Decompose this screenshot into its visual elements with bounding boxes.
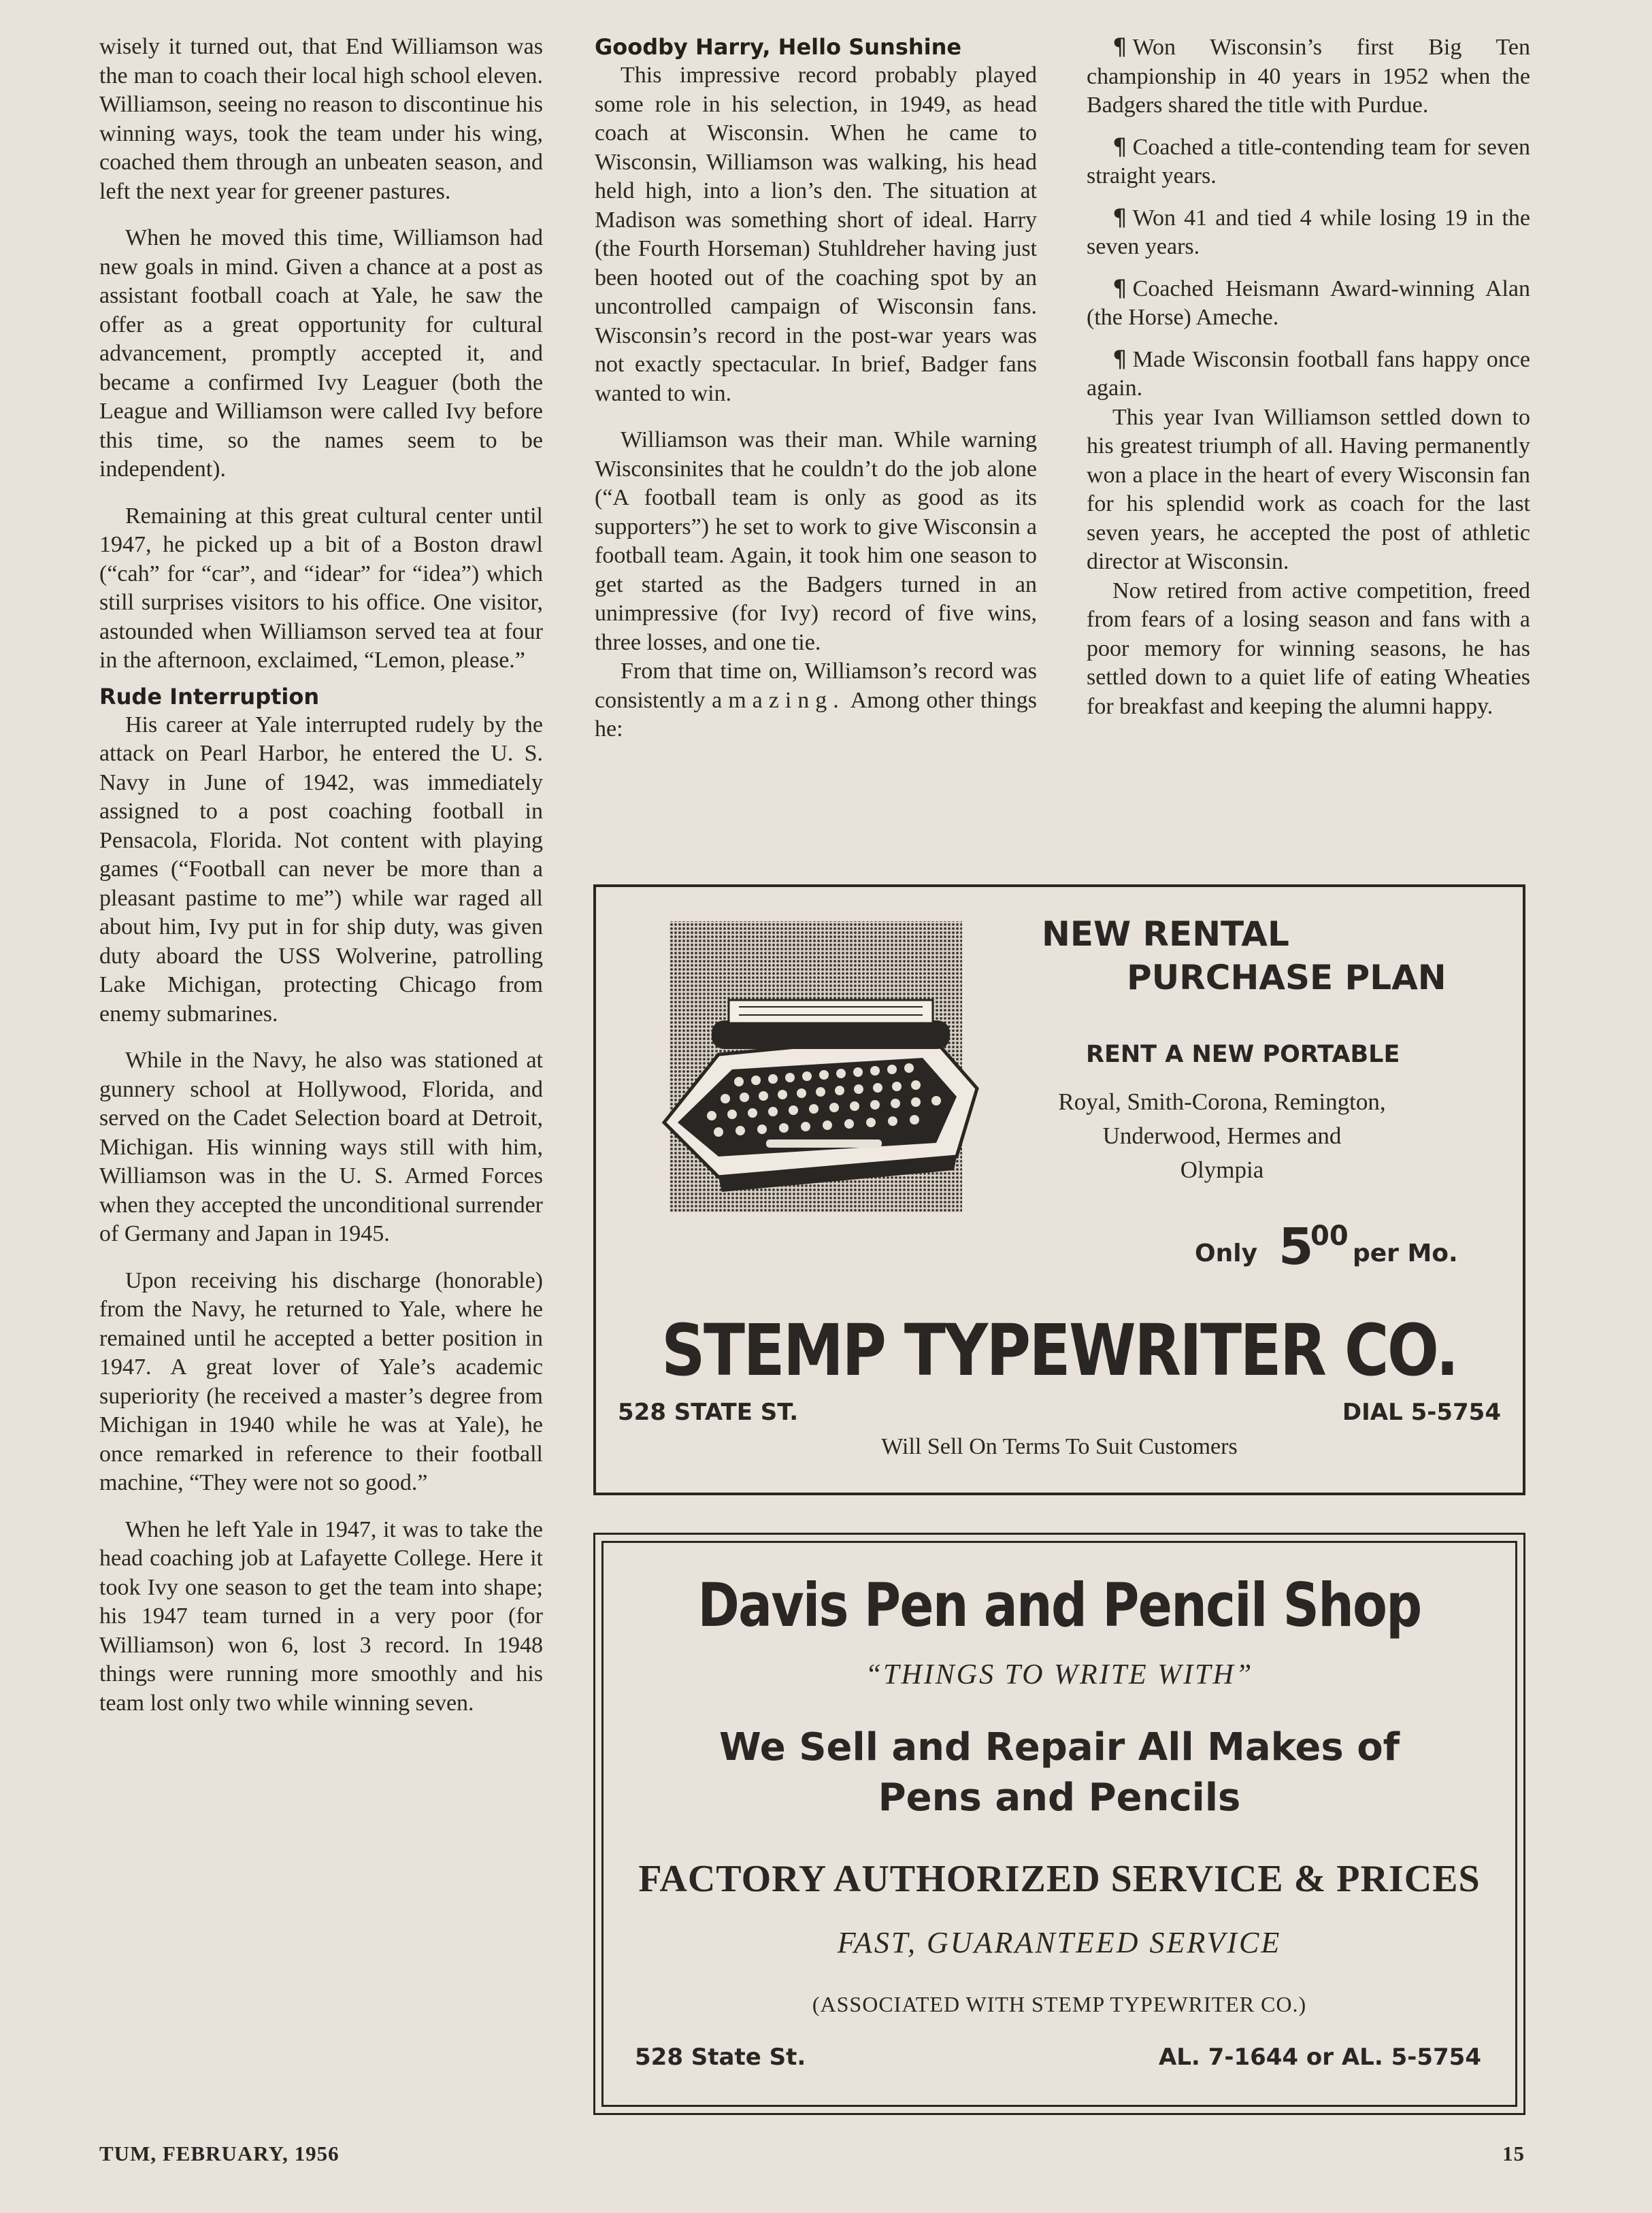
paragraph: When he moved this time, Williamson had new goals in mind. Given a chance at a post as assistant football coach at Yale, he saw the offer as a great opportunity for cultural advancement, promptly accepted it, and became a confirmed Ivy Leaguer (both the League and Williamson were called Ivy before this time, so the names seem to be independent). <box>99 225 543 482</box>
pilcrow-icon: ¶ <box>1112 274 1127 302</box>
headline-line-1: NEW RENTAL <box>1042 914 1289 954</box>
shop-phones: AL. 7-1644 or AL. 5-5754 <box>1158 2044 1481 2071</box>
paragraph <box>595 657 1037 744</box>
pilcrow-icon: ¶ <box>1112 345 1127 373</box>
association-line: (ASSOCIATED WITH STEMP TYPEWRITER CO.) <box>812 1992 1307 2016</box>
terms-line: Will Sell On Terms To Suit Customers <box>881 1434 1238 1459</box>
paragraph: When he left Yale in 1947, it was to take the head coaching job at Lafayette College. Here it took Ivy one season to get the team into shape; his 1947 team turned in a very poor (for Williamson) won 6, lost 3 record. In 1948 things were running more smoothly and his team lost only two while winning seven. <box>99 1516 543 1716</box>
address: 528 STATE ST. <box>618 1399 799 1426</box>
pilcrow-icon: ¶ <box>1112 33 1127 61</box>
brands-line-2: Underwood, Hermes and <box>1102 1122 1342 1149</box>
pilcrow-icon: ¶ <box>1112 133 1127 161</box>
bullet-item <box>1087 203 1530 262</box>
section-heading: Rude Interruption <box>99 683 320 710</box>
article-column-1 <box>99 33 543 1718</box>
page-number: 15 <box>1502 2142 1525 2165</box>
paragraph: Remaining at this great cultural center until 1947, he picked up a bit of a Boston drawl (“cah” for “car”, and “idear” for “idea”) which still surprises visitors to his office. One visitor, astounded when Williamson served tea at four in the afternoon, exclaimed, “Lemon, please.” <box>99 503 543 673</box>
price-cents: 00 <box>1310 1220 1349 1252</box>
typewriter-ad <box>593 884 1525 1495</box>
bullet-text: Coached a title-contending team for seven straight years. <box>1087 134 1530 188</box>
service-line-2: Pens and Pencils <box>878 1776 1241 1820</box>
brands-line-1: Royal, Smith-Corona, Remington, <box>1058 1088 1386 1115</box>
price-suffix: per Mo. <box>1353 1239 1458 1267</box>
phone: DIAL 5-5754 <box>1342 1399 1501 1426</box>
paragraph: This impressive record probably played some role in his selection, in 1949, as head coach at Wisconsin. When he came to Wisconsin, Williamson was walking, his head held high, into a lion’s den. The situation at Madison was something short of ideal. Harry (the Fourth Horseman) Stuhldreher having just been hooted out of the coaching spot by an uncontrolled campaign of Wisconsin fans. Wisconsin’s record in the post-war years was not exactly spectacular. In brief, Badger fans wanted to win. <box>595 63 1037 406</box>
paragraph: His career at Yale interrupted rudely by the attack on Pearl Harbor, he entered the U. S. Navy in June of 1942, was immediately assigned to a post coaching football in Pensacola, Florida. Not content with playing games (“Football can never be more than a pleasant pastime to me”) while war raged all about him, Ivy put in for ship duty, was given duty aboard the USS Wolverine, patrolling Lake Michigan, protecting Chicago from enemy submarines. <box>99 712 543 1027</box>
bullet-text: Coached Heismann Award-winning Alan (the Horse) Ameche. <box>1087 276 1530 330</box>
article-column-2 <box>595 33 1037 744</box>
paragraph: Williamson was their man. While warning Wisconsinites that he couldn’t do the job alone (“A football team is only as good as its supporters”) he set to work to give Wisconsin a football team. Again, it took him one season to get started as the Badgers turned in an unimpressive (for Ivy) record of five wins, three losses, and one tie. <box>595 427 1037 655</box>
subheadline: RENT A NEW PORTABLE <box>1086 1041 1400 1068</box>
factory-service-line: FACTORY AUTHORIZED SERVICE & PRICES <box>638 1858 1481 1900</box>
headline-line-2: PURCHASE PLAN <box>1127 958 1447 997</box>
bullet-item <box>1087 133 1530 191</box>
service-line-1: We Sell and Repair All Makes of <box>718 1725 1400 1769</box>
typewriter-icon <box>637 918 1018 1218</box>
pen-shop-ad <box>593 1533 1525 2115</box>
bullet-item <box>1087 33 1530 120</box>
pen-shop-ad-inner <box>601 1541 1517 2107</box>
fast-service-line: FAST, GUARANTEED SERVICE <box>837 1926 1282 1959</box>
paragraph: This year Ivan Williamson settled down to his greatest triumph of all. Having permanently won a place in the heart of every Wisconsin fan for his splendid work as coach for the last seven years, he accepted the post of athletic director at Wisconsin. <box>1087 404 1530 574</box>
bullet-item <box>1087 345 1530 403</box>
section-heading: Goodby Harry, Hello Sunshine <box>595 34 962 60</box>
bullet-text: Made Wisconsin football fans happy once again. <box>1087 346 1530 401</box>
issue-footer: TUM, FEBRUARY, 1956 <box>99 2142 340 2165</box>
shop-address: 528 State St. <box>635 2044 806 2071</box>
paragraph: Now retired from active competition, freed from fears of a losing season and fans with a poor memory for winning seasons, he has settled down to a quiet life of eating Wheaties for breakfast and keeping the alumni happy. <box>1087 578 1530 719</box>
company-name: STEMP TYPEWRITER CO. <box>661 1309 1457 1392</box>
paragraph: wisely it turned out, that End Williamson was the man to coach their local high school eleven. Williamson, seeing no reason to discontinue his winning ways, took the team under his wing, coached them through an unbeaten season, and left the next year for greener pastures. <box>99 34 543 204</box>
pilcrow-icon: ¶ <box>1112 203 1127 231</box>
spaced-emphasis: amazing. <box>712 687 845 713</box>
article-column-3 <box>1087 33 1530 721</box>
shop-slogan: “THINGS TO WRITE WITH” <box>865 1659 1254 1691</box>
paragraph: While in the Navy, he also was stationed at gunnery school at Hollywood, Florida, and served on the Cadet Selection board at Detroit, Michigan. His winning ways still with him, Williamson was in the U. S. Armed Forces when they accepted the unconditional surrender of Germany and Japan in 1945. <box>99 1048 543 1246</box>
text-run: From that time on, Williamson’s record was consistently <box>595 659 1037 713</box>
bullet-text: Won 41 and tied 4 while losing 19 in the seven years. <box>1087 205 1530 259</box>
price-prefix: Only <box>1195 1239 1258 1267</box>
bullet-text: Won Wisconsin’s first Big Ten championship in 40 years in 1952 when the Badgers shared the title with Purdue. <box>1087 35 1530 118</box>
bullet-item <box>1087 274 1530 333</box>
text-run: Among other things he: <box>595 687 1038 742</box>
paragraph: Upon receiving his discharge (honorable) from the Navy, he returned to Yale, where he remained until he accepted a better position in 1947. A great lover of Yale’s academic superiority (he received a master’s degree from Michigan in 1940 while he was at Yale), he once remarked in reference to their football machine, “They were not so good.” <box>99 1267 543 1495</box>
brands-line-3: Olympia <box>1180 1157 1264 1183</box>
price-dollars: 5 <box>1278 1218 1314 1276</box>
shop-title: Davis Pen and Pencil Shop <box>697 1570 1421 1640</box>
